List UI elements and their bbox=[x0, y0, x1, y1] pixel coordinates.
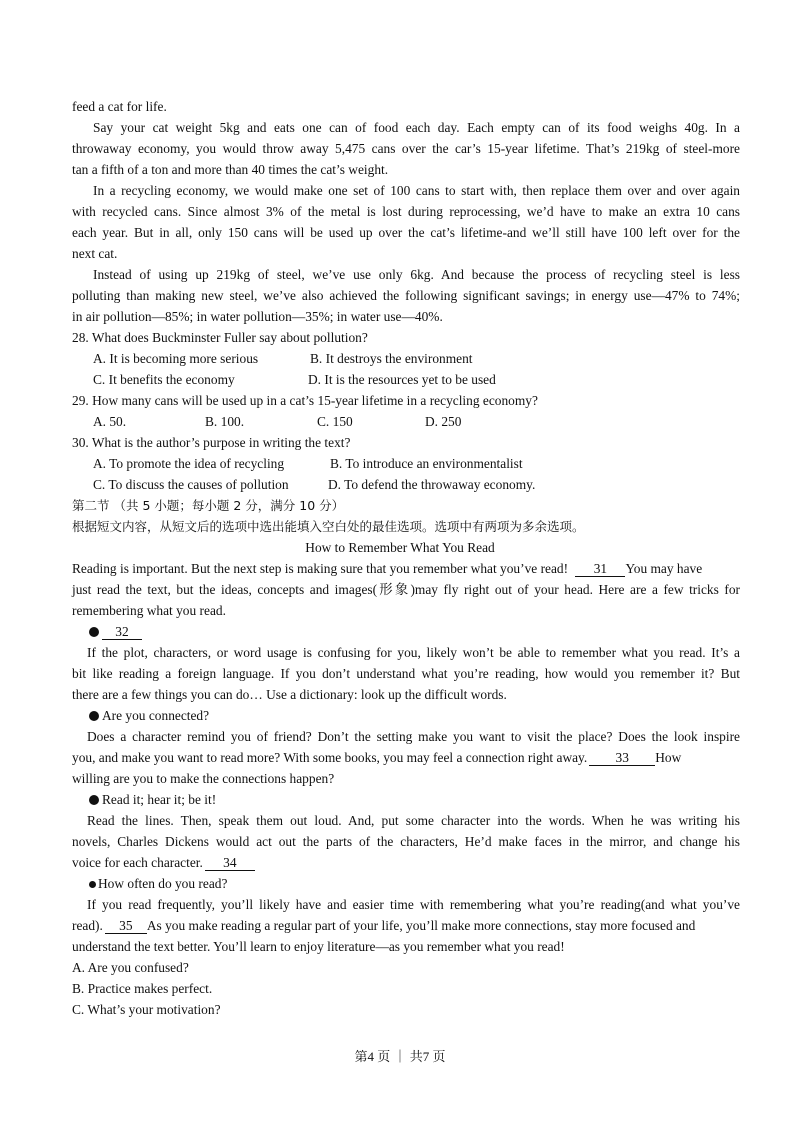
option-a: A. To promote the idea of recycling bbox=[93, 456, 285, 471]
choice-a: A. Are you confused? bbox=[72, 960, 189, 975]
passage-line: in air pollution—85%; in water pollution—35%; in water use—40%. bbox=[72, 309, 443, 324]
passage-line bbox=[72, 852, 740, 873]
passage-line: willing are you to make the connections happen? bbox=[72, 771, 335, 786]
option-d: D. To defend the throwaway economy. bbox=[328, 477, 536, 492]
blank-32: 32 bbox=[102, 624, 142, 640]
choice-c: C. What’s your motivation? bbox=[72, 1002, 221, 1017]
passage-line: Say your cat weight 5kg and eats one can of food each day. Each empty can of its food weighs 40g. In a bbox=[93, 120, 740, 135]
page-footer: 第4 页 ｜ 共7 页 bbox=[354, 1049, 446, 1064]
choice-b: B. Practice makes perfect. bbox=[72, 981, 213, 996]
question-stem: 30. What is the author’s purpose in writing the text? bbox=[72, 435, 351, 450]
section-instruction: 根据短文内容，从短文后的选项中选出能填入空白处的最佳选项。选项中有两项为多余选项。 bbox=[72, 519, 585, 534]
passage-line: Read the lines. Then, speak them out loud. And, put some character into the words. When he was writing his bbox=[87, 813, 740, 828]
bullet-icon bbox=[89, 627, 99, 637]
passage-line: In a recycling economy, we would make one set of 100 cans to start with, then replace them over and over again bbox=[93, 183, 740, 198]
section-heading: 第二节 （共 5 小题；每小题 2 分，满分 10 分） bbox=[72, 498, 345, 513]
subheading-text: How often do you read? bbox=[98, 876, 228, 891]
subheading-32 bbox=[89, 621, 757, 642]
option-a: A. 50. bbox=[93, 414, 127, 429]
option-b: B. It destroys the environment bbox=[310, 351, 473, 366]
question-stem: 28. What does Buckminster Fuller say about pollution? bbox=[72, 330, 368, 345]
passage-line bbox=[72, 558, 740, 579]
intro-text-end: You may have bbox=[625, 561, 703, 576]
passage-line: each year. But in all, only 150 cans will be used up over the cat’s lifetime-and we’ll still have 100 left over for the bbox=[72, 225, 740, 240]
passage-line: If the plot, characters, or word usage is confusing for you, likely won’t be able to remember what you read. It’s a bbox=[87, 645, 740, 660]
passage-text: As you make reading a regular part of your life, you’ll make more connections, stay more focused and bbox=[146, 918, 696, 933]
passage-text: voice for each character. bbox=[72, 855, 203, 870]
passage-line: throwaway economy, you would throw away 5,475 cans over the car’s 15-year lifetime. That’s 219kg of steel-more bbox=[72, 141, 740, 156]
blank-31: 31 bbox=[575, 561, 625, 577]
passage-line bbox=[72, 747, 740, 768]
subheading-connected bbox=[89, 705, 757, 726]
passage-line: novels, Charles Dickens would act out the parts of the characters, He’d make faces in the mirror, and change his bbox=[72, 834, 740, 849]
option-b: B. To introduce an environmentalist bbox=[330, 456, 523, 471]
option-c: C. To discuss the causes of pollution bbox=[93, 477, 289, 492]
passage-line: just read the text, but the ideas, concepts and images(形象)may fly right out of your head. Here are a few tricks for bbox=[72, 582, 740, 597]
blank-34: 34 bbox=[205, 855, 255, 871]
passage-line: Does a character remind you of friend? Don’t the setting make you want to visit the place? Does the look inspire bbox=[87, 729, 740, 744]
option-d: D. It is the resources yet to be used bbox=[308, 372, 496, 387]
passage-line: bit like reading a foreign language. If you don’t understand what you’re reading, how would you remember it? But bbox=[72, 666, 740, 681]
passage-text: read). bbox=[72, 918, 103, 933]
passage-line: Instead of using up 219kg of steel, we’ve use only 6kg. And because the process of recycling steel is less bbox=[93, 267, 740, 282]
blank-33: 33 bbox=[589, 750, 655, 766]
subheading-often bbox=[89, 873, 757, 894]
bullet-icon bbox=[89, 795, 99, 805]
intro-text: Reading is important. But the next step is making sure that you remember what you’ve read! bbox=[72, 561, 569, 576]
passage-line: with recycled cans. Since almost 3% of the metal is lost during reprocessing, we’d have to make an extra 10 cans bbox=[72, 204, 740, 219]
option-a: A. It is becoming more serious bbox=[93, 351, 259, 366]
question-stem: 29. How many cans will be used up in a cat’s 15-year lifetime in a recycling economy? bbox=[72, 393, 538, 408]
passage-text: you, and make you want to read more? With some books, you may feel a connection right away. bbox=[72, 750, 588, 765]
passage-line: there are a few things you can do… Use a dictionary: look up the difficult words. bbox=[72, 687, 507, 702]
passage-line: tan a fifth of a ton and more than 40 times the cat’s weight. bbox=[72, 162, 389, 177]
bullet-icon bbox=[89, 711, 99, 721]
passage-text: How bbox=[655, 750, 682, 765]
option-c: C. 150 bbox=[317, 414, 353, 429]
passage-line bbox=[72, 915, 740, 936]
passage-line: feed a cat for life. bbox=[72, 99, 167, 114]
subheading-text: Are you connected? bbox=[102, 708, 210, 723]
option-c: C. It benefits the economy bbox=[93, 372, 235, 387]
subheading-readit bbox=[89, 789, 757, 810]
subheading-text: Read it; hear it; be it! bbox=[102, 792, 217, 807]
passage-line: remembering what you read. bbox=[72, 603, 226, 618]
blank-35: 35 bbox=[105, 918, 147, 934]
passage-line: If you read frequently, you’ll likely have and easier time with remembering what you’re reading(and what you’ve bbox=[87, 897, 740, 912]
passage-line: understand the text better. You’ll learn to enjoy literature—as you remember what you read! bbox=[72, 939, 565, 954]
bullet-icon bbox=[89, 881, 96, 888]
option-d: D. 250 bbox=[425, 414, 462, 429]
passage-title: How to Remember What You Read bbox=[305, 540, 495, 555]
passage-line: polluting than making new steel, we’ve also achieved the following significant savings; in energy use—47% to 74%; bbox=[72, 288, 740, 303]
option-b: B. 100. bbox=[205, 414, 245, 429]
passage-line: next cat. bbox=[72, 246, 118, 261]
